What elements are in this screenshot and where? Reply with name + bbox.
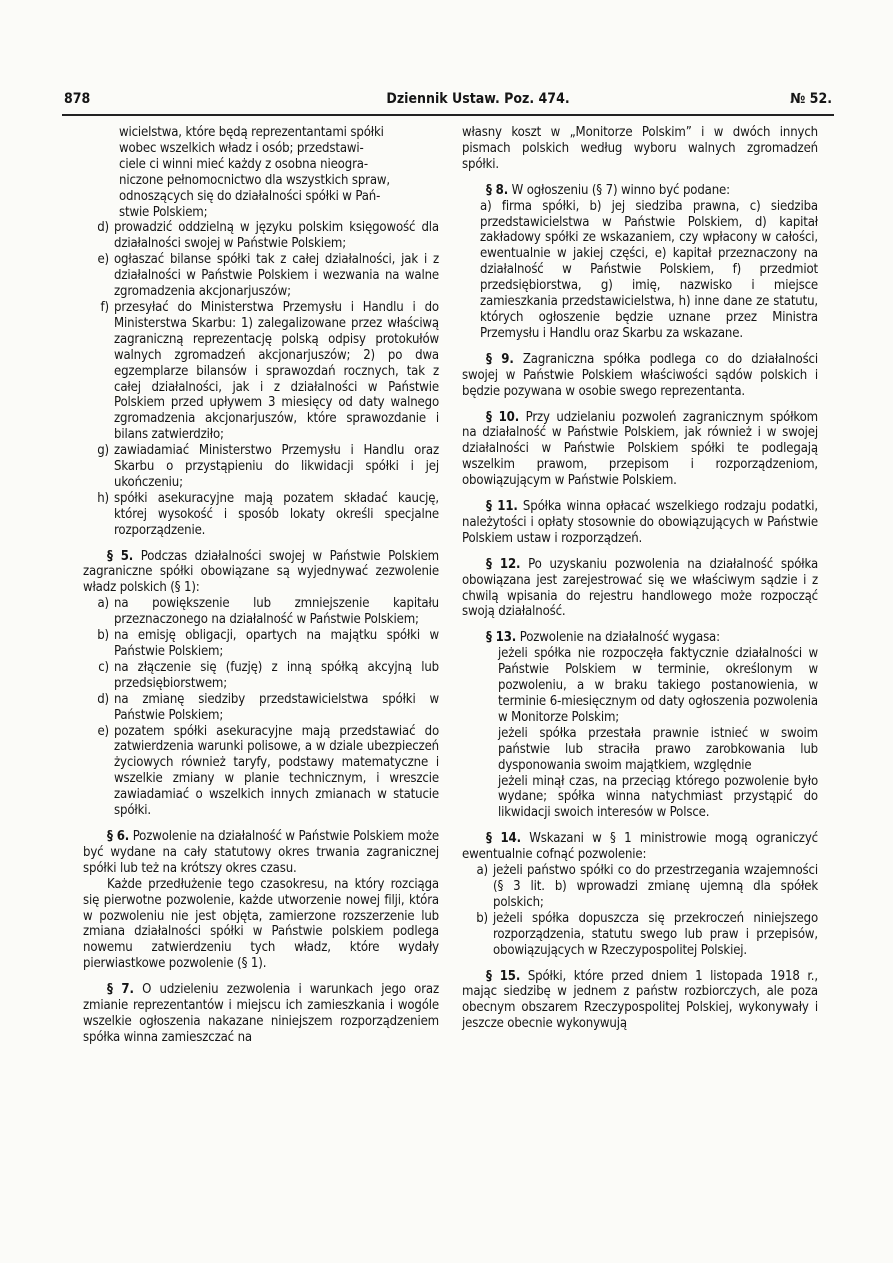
section-text: Podczas działalności swojej w Państwie Polskiem zagraniczne spółki obowiązane są wyjednywać zezwolenie władz polskich (§ 1): [83,548,439,596]
item-text: spółki asekuracyjne mają pozatem składać kaucję, której wysokość i sposób lokaty określi specjalne rozporządzenie. [114,490,439,538]
list-item [83,628,439,660]
intro-line: odnoszących się do działalności spółki w Pań- [119,188,381,204]
section-6-continued: Każde przedłużenie tego czasokresu, na który rozciąga się pierwotne pozwolenie, każde utworzenie nowej filji, która w pozwoleniu nie jest objęta, zamierzone rozszerzenie lub zmiana działalności spółki w Państwie polskiem podlega nowemu zatwierdzeniu tych władz, które wydały pierwiastkowe pozwolenie (§ 1). [83,876,439,972]
section-sign: § 14. [486,831,521,847]
list-item [83,220,439,252]
section-sign: § 12. [486,556,521,572]
item-text: na powiększenie lub zmniejszenie kapitału przeznaczonego na działalność w Państwie Polskiem; [114,596,439,628]
item-label: c) [98,659,109,675]
issue-number: № 52. [790,91,832,107]
item-label: b) [97,628,109,644]
section-sign: § 10. [486,409,520,425]
item-label: f) [100,299,109,315]
item-label: d) [97,691,109,707]
item-text: na emisję obligacji, opartych na majątku spółki w Państwie Polskiem; [114,628,439,659]
section-11 [462,499,818,547]
section-sign: § 8. [486,182,509,198]
section-text: Spółki, które przed dniem 1 listopada 1918 r., mając siedzibę w jednem z państw rozbiorczych, ale poza obecnym obszarem Rzeczypospolitej Polskiej, wykonywały i jeszcze obecnie wykonywują [462,968,818,1032]
list-item [83,692,439,724]
section-sign: § 6. [107,828,130,844]
intro-line: wicielstwa, które będą reprezentantami spółki [119,125,384,140]
page-header [64,87,832,113]
intro-line: wobec wszelkich władz i osób; przedstawi- [119,140,364,156]
list-item [83,660,439,692]
item-text: przesyłać do Ministerstwa Przemysłu i Handlu i do Ministerstwa Skarbu: 1) zalegalizowane przez właściwą zagraniczną reprezentację polską odpisy protokułów walnych zgromadzeń akcjonarjuszów; 2) po dwa egzemplarze bilansów i sprawozdań rocznych, tak z całej działalności, jak i z działalności w Państwie Polskiem przed upływem 3 miesięcy od daty walnego zgromadzenia akcjonarjuszów, które sprawozdanie i bilans zatwierdziło; [114,299,439,443]
section-text: Spółka winna opłacać wszelkiego rodzaju podatki, należytości i opłaty stosownie do obowiązujących w Państwie Polskiem ustaw i rozporządzeń. [462,499,818,546]
intro-line: stwie Polskiem; [119,204,208,220]
section-sign: § 7. [107,982,134,998]
list-item [83,491,439,539]
section-lead: Pozwolenie na działalność wygasa: [519,630,720,646]
list-item [83,300,439,443]
section-9 [462,352,818,400]
item-label: b) [476,910,488,926]
intro-line: ciele ci winni mieć każdy z osobna nieogra- [119,156,368,172]
list-item [83,252,439,300]
journal-title: Dziennik Ustaw. Poz. 474. [386,91,570,107]
section-8 [462,183,818,199]
list-item [83,443,439,491]
list-item: jeżeli spółka nie rozpoczęła faktycznie działalności w Państwie Polskiem w terminie, określonym w pozwoleniu, a w braku takiego postanowienia, w terminie 6-miesięcznym od daty ogłoszenia pozwolenia w Monitorze Polskim; [498,646,818,725]
item-text: na zmianę siedziby przedstawicielstwa spółki w Państwie Polskiem; [114,691,439,723]
item-label: a) [476,863,488,879]
item-label: e) [97,723,109,739]
section-sign: § 11. [486,499,518,515]
section-text: Zagraniczna spółka podlega co do działalności swojej w Państwie Polskiem właściwości sądów polskich i będzie pozywana w osobie swego reprezentanta. [462,351,819,399]
list-item [462,911,818,959]
item-text: na złączenie się (fuzję) z inną spółką akcyjną lub przedsiębiorstwem; [114,659,439,691]
item-label: h) [97,490,109,506]
continued-text: własny koszt w „Monitorze Polskim” i w dwóch innych pismach polskich według wyboru walnych zgromadzeń spółki. [462,125,818,172]
section-text: Pozwolenie na działalność w Państwie Polskiem może być wydane na cały statutowy okres trwania zagranicznej spółki lub też na krótszy okres czasu. [83,828,439,876]
section-8-body: a) firma spółki, b) jej siedziba prawna, c) siedziba przedstawicielstwa w Państwie Polskiem, d) kapitał zakładowy spółki ze wskazaniem, czy wpłacony w całości, ewentualnie w jakiej części, e) kapitał przeznaczony na działalność w Państwie Polskiem, f) przedmiot przedsiębiorstwa, g) imię, nazwisko i miejsce zamieszkania przedstawicielstwa, h) inne dane ze statutu, których ogłoszenie będzie uznane przez Ministra Przemysłu i Handlu oraz Skarbu za wskazane. [480,198,818,341]
item-label: g) [97,443,109,459]
section-10 [462,410,818,490]
section-text: Przy udzielaniu pozwoleń zagranicznym spółkom na działalność w Państwie Polskiem, jak również i w swojej działalności w Państwie Polskiem spółki te podlegają wszelkim prawom, przepisom i rozporządzeniom, obowiązującym w Państwie Polskiem. [462,409,818,489]
section-sign: § 15. [486,968,521,984]
section-5 [83,549,439,597]
section-text: Po uzyskaniu pozwolenia na działalność spółka obowiązana jest zarejestrować się we właściwym sądzie i z chwilą wpisania do rejestru handlowego może rozpocząć swoją działalność. [462,556,819,620]
item-text: prowadzić oddzielną w języku polskim księgowość dla działalności swojej w Państwie Polskiem; [114,220,439,252]
item-label: d) [97,220,109,236]
item-text: ogłaszać bilanse spółki tak z całej działalności, jak i z działalności w Państwie Polskiem i wezwania na walne zgromadzenia akcjonarjuszów; [114,252,439,300]
section-13 [462,630,818,646]
list-item [83,724,439,819]
section-text: Wskazani w § 1 ministrowie mogą ograniczyć ewentualnie cofnąć pozwolenie: [462,831,818,863]
item-text: jeżeli państwo spółki co do przestrzegania wzajemności (§ 3 lit. b) wprowadzi zmianę ujemną dla spółek polskich; [493,863,818,910]
list-item [83,596,439,628]
section-sign: § 5. [107,548,134,564]
intro-block [83,125,439,220]
header-rule [62,114,834,116]
section-lead: W ogłoszeniu (§ 7) winno być podane: [511,182,730,198]
item-label: a) [97,596,109,612]
list-item: jeżeli spółka przestała prawnie istnieć w swoim państwie lub straciła prawo zarobkowania lub dysponowania swoim majątkiem, względnie [498,725,818,773]
intro-line: niczone pełnomocnictwo dla wszystkich spraw, [119,172,391,188]
section-text: O udzieleniu zezwolenia i warunkach jego oraz zmianie reprezentantów i miejscu ich zamieszkania i wogóle wszelkie ogłoszenia nakazane niniejszem rozporządzeniem spółka winna zamieszczać na [83,982,439,1045]
page-number: 878 [64,91,91,107]
right-column [462,125,818,1032]
section-6 [83,829,439,877]
section-sign: § 13. [486,630,517,646]
section-sign: § 9. [486,351,514,367]
section-15 [462,969,818,1033]
left-column [83,125,439,1046]
section-7 [83,982,439,1046]
list-item: jeżeli minął czas, na przeciąg którego pozwolenie było wydane; spółka winna natychmiast przystąpić do likwidacji swoich interesów w Polsce. [498,773,818,821]
item-text: jeżeli spółka dopuszcza się przekroczeń niniejszego rozporządzenia, statutu swego lub praw i przepisów, obowiązujących w Rzeczypospolitej Polskiej. [493,910,818,958]
item-label: e) [97,252,109,268]
item-text: pozatem spółki asekuracyjne mają przedstawiać do zatwierdzenia warunki polisowe, a w dziale ubezpieczeń życiowych również taryfy, podstawy matematyczne i wszelkie zmiany w planie technicznym, i wreszcie zawiadamiać o wszelkich innych zmianach w statucie spółki. [114,723,439,819]
list-item [462,863,818,911]
item-text: zawiadamiać Ministerstwo Przemysłu i Handlu oraz Skarbu o przystąpieniu do likwidacji spółki i jej ukończeniu; [114,443,439,490]
section-14 [462,831,818,863]
section-12 [462,557,818,621]
